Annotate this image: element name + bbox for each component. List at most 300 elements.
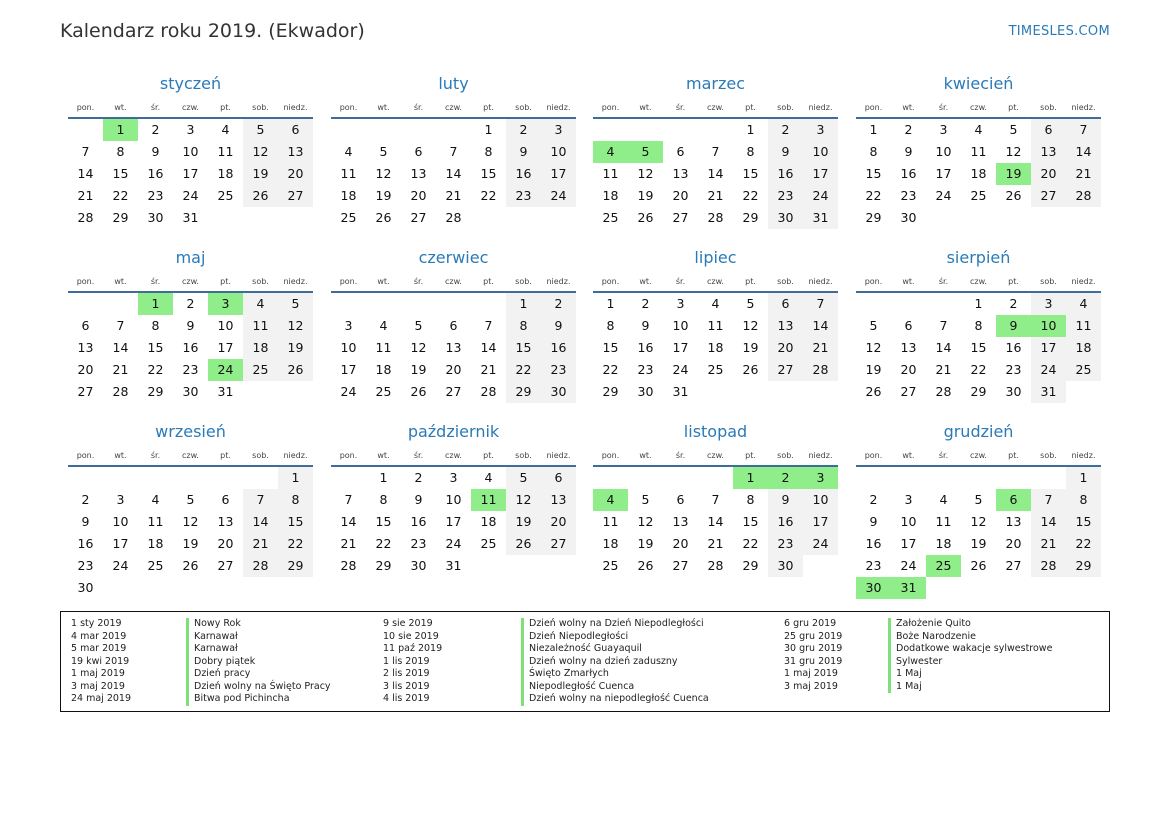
- weekday-label: niedz.: [283, 103, 308, 112]
- month-name: październik: [407, 422, 500, 441]
- day: 5: [414, 318, 423, 333]
- day: 31: [1031, 381, 1066, 403]
- day: 14: [707, 166, 724, 181]
- month-name: maj: [175, 248, 206, 267]
- holiday-day: 6: [996, 489, 1031, 511]
- day: 6: [676, 144, 685, 159]
- day-grid: [593, 293, 838, 403]
- day: 22: [480, 188, 497, 203]
- day: 5: [641, 492, 650, 507]
- weekday-label: niedz.: [1071, 103, 1096, 112]
- day: 11: [340, 166, 357, 181]
- day: 9: [414, 492, 423, 507]
- weekday-label: pon.: [76, 451, 95, 460]
- weekday-label: niedz.: [546, 277, 571, 286]
- weekday-label: pt.: [745, 277, 756, 286]
- day: 21: [707, 536, 724, 551]
- day: 24: [340, 384, 357, 399]
- weekday-header: [331, 101, 576, 119]
- empty-cell: [68, 293, 103, 315]
- day: 23: [865, 558, 882, 573]
- weekday-label: czw.: [970, 451, 987, 460]
- day: 15: [506, 337, 541, 359]
- day: 9: [641, 318, 650, 333]
- day: 30: [768, 555, 803, 577]
- legend-holiday-name: 1 Maj: [888, 668, 1052, 681]
- empty-cell: [698, 119, 733, 141]
- day: 15: [602, 340, 619, 355]
- day: 8: [151, 318, 160, 333]
- day: 17: [803, 511, 838, 533]
- day: 30: [1005, 384, 1022, 399]
- weekday-label: pon.: [339, 103, 358, 112]
- day: 8: [1066, 489, 1101, 511]
- weekday-label: śr.: [150, 277, 161, 286]
- day: 9: [768, 141, 803, 163]
- weekday-header: [68, 449, 313, 467]
- weekday-label: pt.: [745, 103, 756, 112]
- day: 5: [1009, 122, 1018, 137]
- empty-cell: [663, 467, 698, 489]
- day: 30: [182, 384, 199, 399]
- day: 28: [445, 210, 462, 225]
- day: 20: [1005, 536, 1022, 551]
- weekday-label: sob.: [777, 103, 794, 112]
- legend-dates-col-1: [71, 618, 131, 706]
- day: 25: [243, 359, 278, 381]
- empty-cell: [243, 467, 278, 489]
- day: 10: [900, 514, 917, 529]
- day: 11: [970, 144, 987, 159]
- legend-holiday-name: Bitwa pod Pichincha: [186, 693, 331, 706]
- empty-cell: [698, 467, 733, 489]
- weekday-label: sob.: [252, 277, 269, 286]
- weekday-label: pon.: [339, 451, 358, 460]
- empty-cell: [926, 467, 961, 489]
- day: 5: [278, 293, 313, 315]
- day: 28: [803, 359, 838, 381]
- legend-holiday-name: Założenie Quito: [888, 618, 1052, 631]
- day: 6: [676, 492, 685, 507]
- day: 14: [340, 514, 357, 529]
- day: 8: [746, 492, 755, 507]
- day: 10: [935, 144, 952, 159]
- day: 3: [449, 470, 458, 485]
- empty-cell: [891, 293, 926, 315]
- month-4: [856, 73, 1101, 229]
- weekday-label: pon.: [864, 451, 883, 460]
- empty-cell: [856, 467, 891, 489]
- empty-cell: [593, 467, 628, 489]
- day: 2: [768, 119, 803, 141]
- day: 24: [1031, 359, 1066, 381]
- weekday-label: pt.: [483, 103, 494, 112]
- day: 20: [278, 163, 313, 185]
- legend-date: 1 maj 2019: [784, 668, 838, 679]
- weekday-header: [856, 275, 1101, 293]
- day: 17: [672, 340, 689, 355]
- day: 12: [970, 514, 987, 529]
- empty-cell: [593, 119, 628, 141]
- weekday-label: pt.: [220, 277, 231, 286]
- day: 12: [637, 166, 654, 181]
- month-name: wrzesień: [155, 422, 226, 441]
- day: 11: [147, 514, 164, 529]
- weekday-label: wt.: [902, 103, 915, 112]
- day: 25: [217, 188, 234, 203]
- day: 11: [935, 514, 952, 529]
- day: 15: [375, 514, 392, 529]
- weekday-label: niedz.: [808, 277, 833, 286]
- day: 30: [541, 381, 576, 403]
- day: 9: [506, 141, 541, 163]
- day: 13: [445, 340, 462, 355]
- weekday-label: czw.: [707, 277, 724, 286]
- day: 22: [970, 362, 987, 377]
- day: 17: [935, 166, 952, 181]
- day: 12: [375, 166, 392, 181]
- day: 9: [81, 514, 90, 529]
- day: 18: [217, 166, 234, 181]
- day: 15: [480, 166, 497, 181]
- day: 28: [112, 384, 129, 399]
- day: 23: [182, 362, 199, 377]
- day: 3: [1031, 293, 1066, 315]
- day: 4: [939, 492, 948, 507]
- day: 5: [506, 467, 541, 489]
- day: 9: [904, 144, 913, 159]
- empty-cell: [173, 467, 208, 489]
- day: 5: [243, 119, 278, 141]
- day: 20: [77, 362, 94, 377]
- day: 14: [803, 315, 838, 337]
- day: 16: [77, 536, 94, 551]
- weekday-label: wt.: [639, 451, 652, 460]
- day: 8: [869, 144, 878, 159]
- day: 25: [340, 210, 357, 225]
- day: 6: [904, 318, 913, 333]
- legend-date: 1 lis 2019: [383, 655, 430, 667]
- day-grid: [68, 119, 313, 229]
- weekday-header: [593, 449, 838, 467]
- day: 19: [637, 536, 654, 551]
- day: 21: [1031, 533, 1066, 555]
- holiday-day: 3: [208, 293, 243, 315]
- day: 27: [672, 210, 689, 225]
- month-name: czerwiec: [418, 248, 489, 267]
- month-name: luty: [438, 74, 469, 93]
- month-3: [593, 73, 838, 229]
- weekday-label: czw.: [182, 451, 199, 460]
- legend-date: 3 maj 2019: [784, 680, 838, 692]
- day: 4: [379, 318, 388, 333]
- day: 28: [935, 384, 952, 399]
- day: 14: [707, 514, 724, 529]
- weekday-label: śr.: [150, 103, 161, 112]
- day: 24: [935, 188, 952, 203]
- weekday-label: śr.: [675, 103, 686, 112]
- weekday-label: pon.: [601, 277, 620, 286]
- holiday-day: 3: [803, 467, 838, 489]
- weekday-label: sob.: [1040, 103, 1057, 112]
- day: 15: [970, 340, 987, 355]
- month-2: [331, 73, 576, 229]
- day: 23: [147, 188, 164, 203]
- month-12: [856, 421, 1101, 599]
- day: 19: [637, 188, 654, 203]
- weekday-label: pt.: [745, 451, 756, 460]
- day: 23: [768, 185, 803, 207]
- day: 26: [506, 533, 541, 555]
- day: 9: [541, 315, 576, 337]
- legend-date: 10 sie 2019: [383, 630, 439, 642]
- legend-holiday-name: Dzień wolny na Święto Pracy: [186, 681, 331, 694]
- day: 27: [410, 210, 427, 225]
- day: 6: [449, 318, 458, 333]
- brand-link[interactable]: TIMESLES.COM: [1008, 24, 1110, 39]
- month-6: [331, 247, 576, 403]
- day: 10: [217, 318, 234, 333]
- legend-holiday-name: Dobry piątek: [186, 656, 331, 669]
- day: 20: [672, 188, 689, 203]
- day: 18: [340, 188, 357, 203]
- day: 21: [803, 337, 838, 359]
- day: 10: [803, 141, 838, 163]
- day: 20: [541, 511, 576, 533]
- day: 7: [449, 144, 458, 159]
- day: 18: [480, 514, 497, 529]
- legend-holiday-name: Niezależność Guayaquil: [521, 643, 709, 656]
- day: 12: [410, 340, 427, 355]
- day: 20: [672, 536, 689, 551]
- day: 12: [243, 141, 278, 163]
- weekday-header: [331, 449, 576, 467]
- day: 26: [637, 210, 654, 225]
- weekday-label: czw.: [445, 103, 462, 112]
- weekday-label: czw.: [970, 103, 987, 112]
- day: 24: [182, 188, 199, 203]
- weekday-label: czw.: [182, 277, 199, 286]
- day: 28: [1066, 185, 1101, 207]
- day: 16: [506, 163, 541, 185]
- weekday-label: wt.: [114, 451, 127, 460]
- day: 8: [116, 144, 125, 159]
- weekday-label: niedz.: [283, 451, 308, 460]
- legend-holiday-name: Karnawał: [186, 643, 331, 656]
- empty-cell: [856, 293, 891, 315]
- day: 1: [379, 470, 388, 485]
- day: 2: [869, 492, 878, 507]
- day: 1: [1066, 467, 1101, 489]
- day: 11: [1066, 315, 1101, 337]
- day: 30: [147, 210, 164, 225]
- day: 14: [77, 166, 94, 181]
- weekday-label: śr.: [413, 103, 424, 112]
- day: 3: [116, 492, 125, 507]
- weekday-label: pt.: [1008, 451, 1019, 460]
- day: 13: [672, 166, 689, 181]
- day: 1: [484, 122, 493, 137]
- day: 26: [243, 185, 278, 207]
- legend-date: 4 mar 2019: [71, 630, 127, 642]
- day: 21: [340, 536, 357, 551]
- day: 2: [641, 296, 650, 311]
- day: 20: [1031, 163, 1066, 185]
- day: 21: [1066, 163, 1101, 185]
- day-grid: [856, 293, 1101, 403]
- empty-cell: [103, 467, 138, 489]
- holiday-day: 31: [891, 577, 926, 599]
- day: 22: [147, 362, 164, 377]
- weekday-label: pt.: [220, 451, 231, 460]
- day: 7: [939, 318, 948, 333]
- holiday-day: 30: [856, 577, 891, 599]
- day: 22: [865, 188, 882, 203]
- day: 31: [182, 210, 199, 225]
- day: 15: [742, 166, 759, 181]
- day: 25: [970, 188, 987, 203]
- day: 24: [803, 533, 838, 555]
- day: 8: [484, 144, 493, 159]
- empty-cell: [663, 119, 698, 141]
- day: 19: [375, 188, 392, 203]
- day: 1: [606, 296, 615, 311]
- empty-cell: [996, 467, 1031, 489]
- legend-date: 9 sie 2019: [383, 618, 433, 629]
- day: 16: [865, 536, 882, 551]
- weekday-label: wt.: [902, 451, 915, 460]
- day: 15: [865, 166, 882, 181]
- day: 2: [904, 122, 913, 137]
- day: 21: [445, 188, 462, 203]
- day: 22: [112, 188, 129, 203]
- day: 4: [711, 296, 720, 311]
- day: 27: [77, 384, 94, 399]
- day: 23: [506, 185, 541, 207]
- weekday-label: wt.: [902, 277, 915, 286]
- day: 15: [278, 511, 313, 533]
- day: 19: [970, 536, 987, 551]
- day: 17: [182, 166, 199, 181]
- day: 9: [768, 489, 803, 511]
- day: 23: [77, 558, 94, 573]
- day: 24: [672, 362, 689, 377]
- empty-cell: [436, 119, 471, 141]
- day: 13: [410, 166, 427, 181]
- holiday-day: 19: [996, 163, 1031, 185]
- month-7: [593, 247, 838, 403]
- day: 7: [711, 144, 720, 159]
- holiday-day: 1: [733, 467, 768, 489]
- day: 17: [900, 536, 917, 551]
- day: 30: [77, 580, 94, 595]
- month-name: sierpień: [946, 248, 1011, 267]
- weekday-label: niedz.: [1071, 451, 1096, 460]
- day: 10: [112, 514, 129, 529]
- day: 12: [506, 489, 541, 511]
- day: 25: [147, 558, 164, 573]
- day: 19: [182, 536, 199, 551]
- day: 20: [768, 337, 803, 359]
- empty-cell: [366, 119, 401, 141]
- weekday-label: sob.: [1040, 451, 1057, 460]
- day: 16: [900, 166, 917, 181]
- day: 5: [746, 296, 755, 311]
- weekday-label: czw.: [445, 277, 462, 286]
- legend-holiday-name: Święto Zmarłych: [521, 668, 709, 681]
- day: 18: [602, 188, 619, 203]
- day: 29: [742, 558, 759, 573]
- holiday-day: 11: [471, 489, 506, 511]
- weekday-label: śr.: [150, 451, 161, 460]
- day: 16: [541, 337, 576, 359]
- legend-date: 11 paź 2019: [383, 643, 443, 654]
- weekday-label: czw.: [970, 277, 987, 286]
- day: 18: [243, 337, 278, 359]
- day: 30: [768, 207, 803, 229]
- holiday-day: 4: [593, 141, 628, 163]
- day: 9: [869, 514, 878, 529]
- day: 1: [869, 122, 878, 137]
- day: 20: [445, 362, 462, 377]
- day: 9: [186, 318, 195, 333]
- day: 7: [81, 144, 90, 159]
- day: 14: [1066, 141, 1101, 163]
- day: 27: [1005, 558, 1022, 573]
- day: 25: [1066, 359, 1101, 381]
- day: 7: [1066, 119, 1101, 141]
- empty-cell: [68, 119, 103, 141]
- day: 4: [974, 122, 983, 137]
- day: 10: [803, 489, 838, 511]
- month-5: [68, 247, 313, 403]
- day: 6: [414, 144, 423, 159]
- legend-date: 31 gru 2019: [784, 655, 843, 667]
- day: 31: [803, 207, 838, 229]
- day: 26: [637, 558, 654, 573]
- day: 14: [445, 166, 462, 181]
- day: 22: [375, 536, 392, 551]
- day: 24: [541, 185, 576, 207]
- day: 5: [974, 492, 983, 507]
- day: 4: [243, 293, 278, 315]
- day: 29: [375, 558, 392, 573]
- day: 3: [939, 122, 948, 137]
- day: 5: [869, 318, 878, 333]
- day: 8: [606, 318, 615, 333]
- day: 18: [707, 340, 724, 355]
- legend-date: 4 lis 2019: [383, 693, 430, 704]
- day: 27: [445, 384, 462, 399]
- day: 23: [541, 359, 576, 381]
- day: 15: [112, 166, 129, 181]
- day: 27: [768, 359, 803, 381]
- day-grid: [68, 467, 313, 599]
- day: 26: [970, 558, 987, 573]
- day: 19: [742, 340, 759, 355]
- day: 11: [707, 318, 724, 333]
- legend-date: 1 maj 2019: [71, 668, 125, 679]
- day: 2: [414, 470, 423, 485]
- empty-cell: [401, 119, 436, 141]
- day: 6: [278, 119, 313, 141]
- legend-date: 6 gru 2019: [784, 618, 837, 629]
- day: 17: [340, 362, 357, 377]
- day: 11: [217, 144, 234, 159]
- day: 19: [243, 163, 278, 185]
- day: 11: [602, 514, 619, 529]
- weekday-label: sob.: [515, 451, 532, 460]
